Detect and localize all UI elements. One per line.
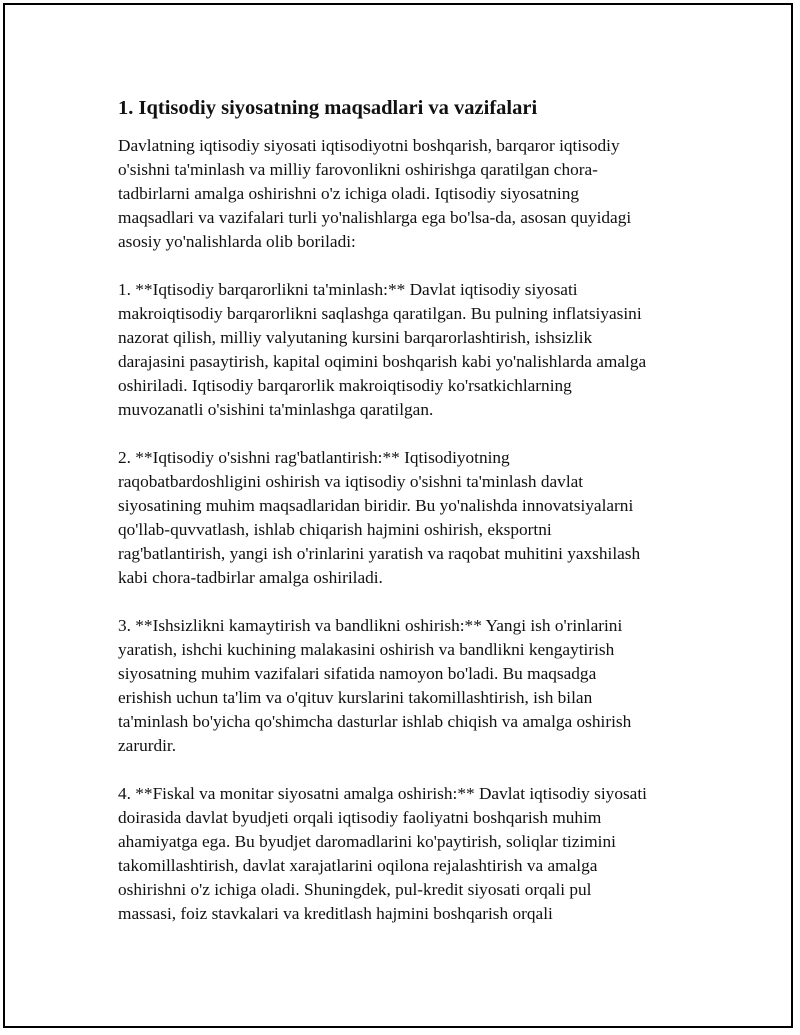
paragraph-item-3 xyxy=(118,614,718,758)
text-line: doirasida davlat byudjeti orqali iqtisodiy faoliyatni boshqarish muhim xyxy=(118,808,602,827)
text-line: massasi, foiz stavkalari va kreditlash hajmini boshqarish orqali xyxy=(118,904,553,923)
text-line: 2. **Iqtisodiy o'sishni rag'batlantirish:** Iqtisodiyotning xyxy=(118,448,510,467)
text-line: kabi chora-tadbirlar amalga oshiriladi. xyxy=(118,568,383,587)
text-line: darajasini pasaytirish, kapital oqimini boshqarish kabi yo'nalishlarda amalga xyxy=(118,352,647,371)
text-line: rag'batlantirish, yangi ish o'rinlarini yaratish va raqobat muhitini yaxshilash xyxy=(118,544,641,563)
text-line: siyosatining muhim maqsadlaridan biridir. Bu yo'nalishda innovatsiyalarni xyxy=(118,496,634,515)
text-line: qo'llab-quvvatlash, ishlab chiqarish hajmini oshirish, eksportni xyxy=(118,520,552,539)
text-line: asosiy yo'nalishlarda olib boriladi: xyxy=(118,232,356,251)
text-line: takomillashtirish, davlat xarajatlarini oqilona rejalashtirish va amalga xyxy=(118,856,598,875)
text-line: erishish uchun ta'lim va o'qituv kurslarini takomillashtirish, ish bilan xyxy=(118,688,593,707)
paragraph-item-4 xyxy=(118,782,718,926)
text-line: Davlatning iqtisodiy siyosati iqtisodiyotni boshqarish, barqaror iqtisodiy xyxy=(118,136,620,155)
text-line: siyosatning muhim vazifalari sifatida namoyon bo'ladi. Bu maqsadga xyxy=(118,664,597,683)
text-line: 3. **Ishsizlikni kamaytirish va bandlikni oshirish:** Yangi ish o'rinlarini xyxy=(118,616,623,635)
paragraph-item-2 xyxy=(118,446,718,590)
text-line: tadbirlarni amalga oshirishni o'z ichiga oladi. Iqtisodiy siyosatning xyxy=(118,184,579,203)
text-line: ahamiyatga ega. Bu byudjet daromadlarini ko'paytirish, soliqlar tizimini xyxy=(118,832,616,851)
text-line: zarurdir. xyxy=(118,736,177,755)
document-content xyxy=(118,96,718,950)
text-line: oshiriladi. Iqtisodiy barqarorlik makroiqtisodiy ko'rsatkichlarning xyxy=(118,376,572,395)
text-line: oshirishni o'z ichiga oladi. Shuningdek, pul-kredit siyosati orqali pul xyxy=(118,880,592,899)
text-line: raqobatbardoshligini oshirish va iqtisodiy o'sishni ta'minlash davlat xyxy=(118,472,584,491)
text-line: 4. **Fiskal va monitar siyosatni amalga oshirish:** Davlat iqtisodiy siyosati xyxy=(118,784,647,803)
paragraph-intro xyxy=(118,134,718,254)
text-line: makroiqtisodiy barqarorlikni saqlashga qaratilgan. Bu pulning inflatsiyasini xyxy=(118,304,642,323)
text-line: nazorat qilish, milliy valyutaning kursini barqarorlashtirish, ishsizlik xyxy=(118,328,593,347)
document-body xyxy=(118,134,718,926)
text-line: ta'minlash bo'yicha qo'shimcha dasturlar ishlab chiqish va amalga oshirish xyxy=(118,712,632,731)
paragraph-item-1 xyxy=(118,278,718,422)
section-heading: 1. Iqtisodiy siyosatning maqsadlari va vazifalari xyxy=(118,97,538,119)
text-line: o'sishni ta'minlash va milliy farovonlikni oshirishga qaratilgan chora- xyxy=(118,160,598,179)
text-line: 1. **Iqtisodiy barqarorlikni ta'minlash:** Davlat iqtisodiy siyosati xyxy=(118,280,578,299)
text-line: muvozanatli o'sishini ta'minlashga qaratilgan. xyxy=(118,400,434,419)
text-line: maqsadlari va vazifalari turli yo'nalishlarga ega bo'lsa-da, asosan quyidagi xyxy=(118,208,632,227)
text-line: yaratish, ishchi kuchining malakasini oshirish va bandlikni kengaytirish xyxy=(118,640,615,659)
